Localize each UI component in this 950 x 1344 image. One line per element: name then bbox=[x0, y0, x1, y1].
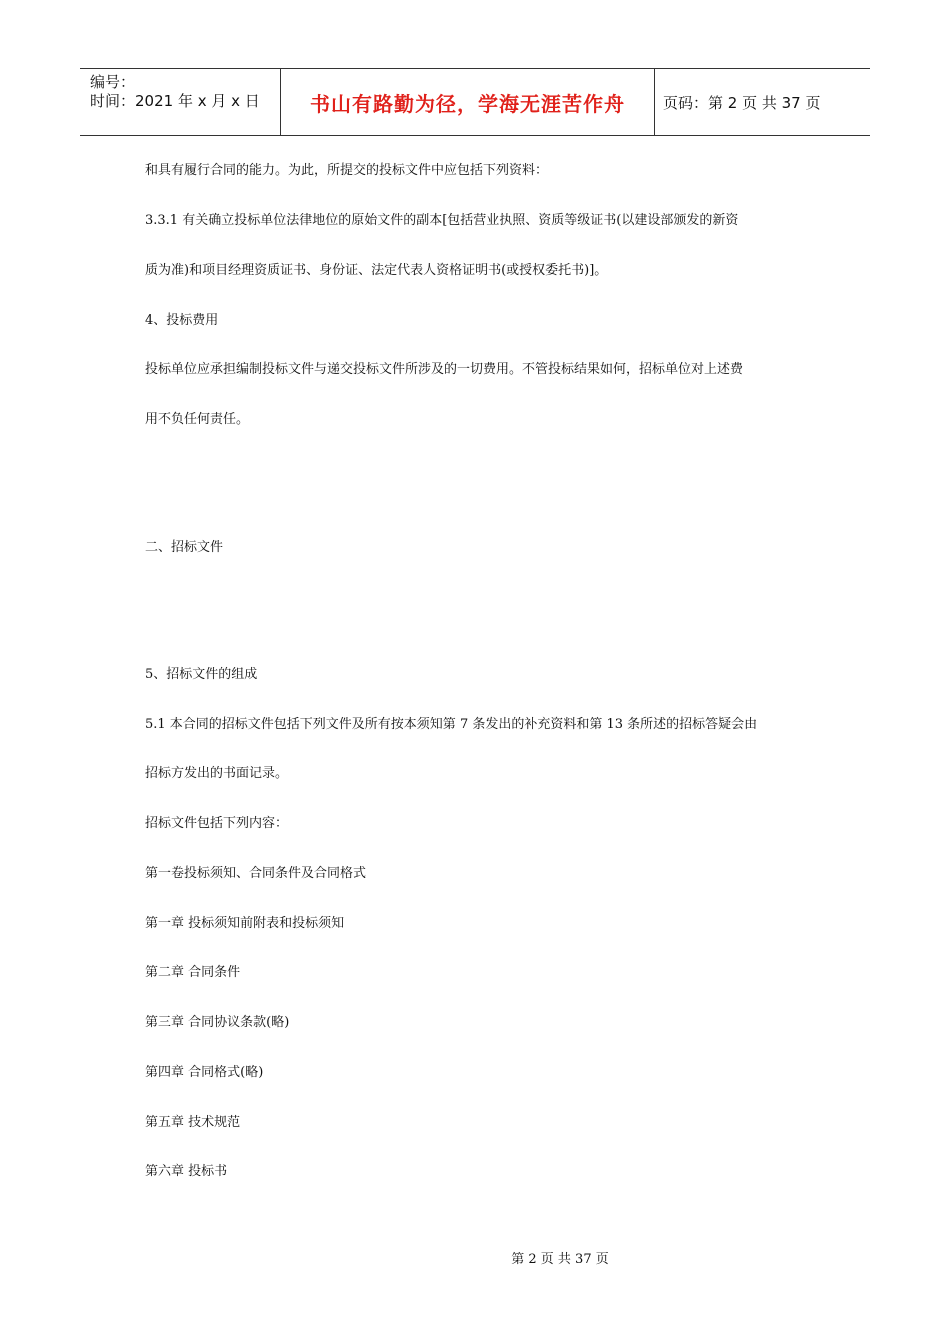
body-line: 质为准)和项目经理资质证书、身份证、法定代表人资格证明书(或授权委托书)]。 bbox=[145, 263, 608, 278]
header-meta bbox=[80, 69, 281, 135]
section-heading: 5、招标文件的组成 bbox=[145, 667, 258, 682]
header-motto: 书山有路勤为径，学海无涯苦作舟 bbox=[281, 69, 655, 135]
page-header bbox=[80, 68, 870, 136]
body-line: 招标方发出的书面记录。 bbox=[145, 766, 289, 781]
chapter-heading: 二、招标文件 bbox=[145, 540, 224, 555]
document-number-label: 编号： bbox=[90, 73, 136, 91]
page-footer: 第 2 页 共 37 页 bbox=[511, 1252, 609, 1267]
document-time-label: 时间：2021 年 x 月 x 日 bbox=[90, 92, 260, 110]
header-page-info: 页码：第 2 页 共 37 页 bbox=[663, 93, 821, 112]
body-line: 和具有履行合同的能力。为此，所提交的投标文件中应包括下列资料： bbox=[145, 163, 549, 178]
section-heading: 4、投标费用 bbox=[145, 313, 219, 328]
list-item: 第三章 合同协议条款(略) bbox=[145, 1015, 290, 1030]
body-line: 投标单位应承担编制投标文件与递交投标文件所涉及的一切费用。不管投标结果如何，招标单位对上述费 bbox=[145, 362, 744, 377]
body-line: 3.3.1 有关确立投标单位法律地位的原始文件的副本[包括营业执照、资质等级证书(以建设部颁发的新资 bbox=[145, 213, 739, 228]
body-line: 用不负任何责任。 bbox=[145, 412, 250, 427]
body-line: 招标文件包括下列内容： bbox=[145, 816, 289, 831]
list-item: 第二章 合同条件 bbox=[145, 965, 241, 980]
list-item: 第一章 投标须知前附表和投标须知 bbox=[145, 916, 345, 931]
list-item: 第六章 投标书 bbox=[145, 1164, 228, 1179]
list-item: 第五章 技术规范 bbox=[145, 1115, 241, 1130]
list-item: 第一卷投标须知、合同条件及合同格式 bbox=[145, 866, 367, 881]
list-item: 第四章 合同格式(略) bbox=[145, 1065, 264, 1080]
body-line: 5.1 本合同的招标文件包括下列文件及所有按本须知第 7 条发出的补充资料和第 13 条所述的招标答疑会由 bbox=[145, 717, 758, 732]
